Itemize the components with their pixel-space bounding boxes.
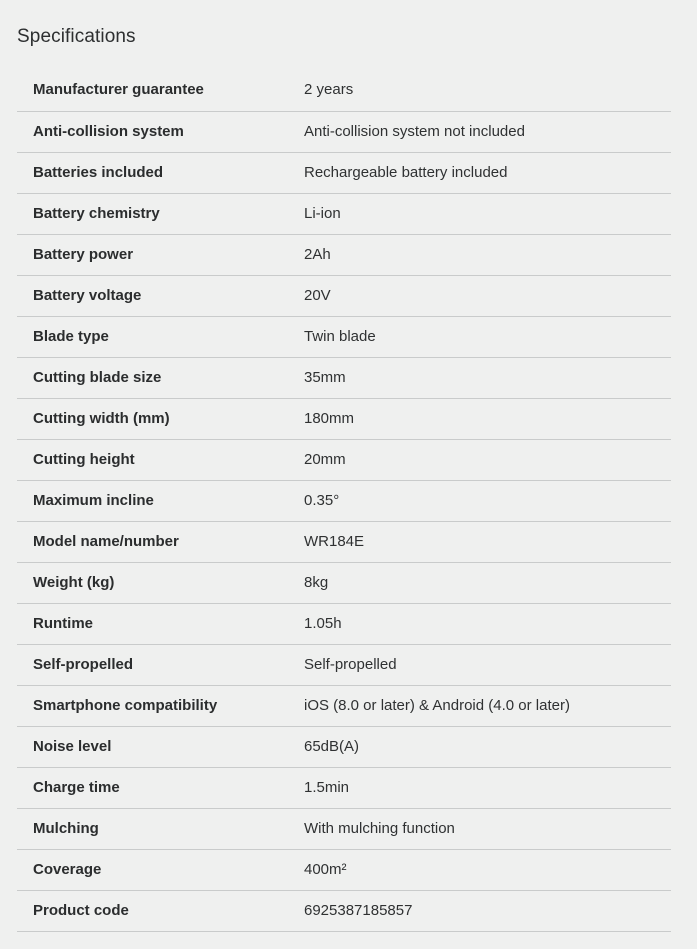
- spec-value: 6925387185857: [304, 890, 671, 931]
- spec-value: 180mm: [304, 398, 671, 439]
- spec-value: 8kg: [304, 562, 671, 603]
- spec-label: Batteries included: [17, 152, 304, 193]
- spec-value: WR184E: [304, 521, 671, 562]
- spec-label: Charge time: [17, 767, 304, 808]
- spec-value: iOS (8.0 or later) & Android (4.0 or later): [304, 685, 671, 726]
- spec-value: 1.5min: [304, 767, 671, 808]
- spec-label: Battery voltage: [17, 275, 304, 316]
- spec-row: [17, 193, 671, 234]
- spec-label: Coverage: [17, 849, 304, 890]
- spec-row: [17, 398, 671, 439]
- spec-row: [17, 316, 671, 357]
- spec-label: Battery chemistry: [17, 193, 304, 234]
- spec-row: [17, 70, 671, 111]
- spec-label: Runtime: [17, 603, 304, 644]
- spec-value: 0.35°: [304, 480, 671, 521]
- spec-row: [17, 726, 671, 767]
- spec-row: [17, 234, 671, 275]
- specifications-table: [17, 70, 671, 932]
- spec-value: Li-ion: [304, 193, 671, 234]
- spec-value: 65dB(A): [304, 726, 671, 767]
- spec-row: [17, 111, 671, 152]
- spec-row: [17, 808, 671, 849]
- spec-label: Self-propelled: [17, 644, 304, 685]
- spec-label: Noise level: [17, 726, 304, 767]
- spec-value: 2 years: [304, 70, 671, 111]
- section-title: Specifications: [17, 26, 136, 47]
- spec-label: Anti-collision system: [17, 111, 304, 152]
- spec-row: [17, 685, 671, 726]
- spec-value: 400m²: [304, 849, 671, 890]
- spec-value: With mulching function: [304, 808, 671, 849]
- spec-label: Blade type: [17, 316, 304, 357]
- spec-row: [17, 275, 671, 316]
- spec-row: [17, 890, 671, 931]
- spec-value: Twin blade: [304, 316, 671, 357]
- spec-label: Cutting width (mm): [17, 398, 304, 439]
- spec-value: Anti-collision system not included: [304, 111, 671, 152]
- spec-row: [17, 439, 671, 480]
- spec-row: [17, 767, 671, 808]
- spec-value: 2Ah: [304, 234, 671, 275]
- spec-row: [17, 521, 671, 562]
- spec-value: 1.05h: [304, 603, 671, 644]
- spec-value: 20mm: [304, 439, 671, 480]
- spec-value: 20V: [304, 275, 671, 316]
- specifications-table-body: [17, 70, 671, 931]
- spec-value: 35mm: [304, 357, 671, 398]
- spec-row: [17, 357, 671, 398]
- spec-label: Maximum incline: [17, 480, 304, 521]
- spec-value: Rechargeable battery included: [304, 152, 671, 193]
- spec-row: [17, 644, 671, 685]
- spec-row: [17, 152, 671, 193]
- spec-label: Model name/number: [17, 521, 304, 562]
- spec-row: [17, 603, 671, 644]
- spec-label: Mulching: [17, 808, 304, 849]
- spec-row: [17, 849, 671, 890]
- spec-label: Battery power: [17, 234, 304, 275]
- spec-label: Product code: [17, 890, 304, 931]
- spec-label: Weight (kg): [17, 562, 304, 603]
- spec-label: Manufacturer guarantee: [17, 70, 304, 111]
- spec-value: Self-propelled: [304, 644, 671, 685]
- spec-label: Cutting height: [17, 439, 304, 480]
- spec-label: Cutting blade size: [17, 357, 304, 398]
- spec-row: [17, 480, 671, 521]
- spec-label: Smartphone compatibility: [17, 685, 304, 726]
- spec-row: [17, 562, 671, 603]
